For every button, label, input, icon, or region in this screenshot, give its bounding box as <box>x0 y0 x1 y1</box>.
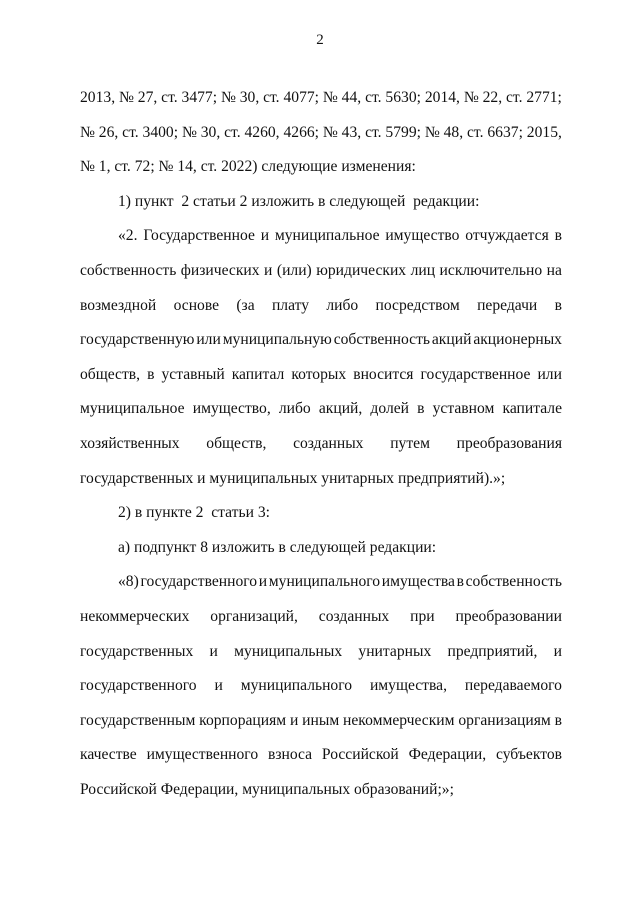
word: акций, <box>318 400 363 418</box>
word: ст. <box>161 89 178 106</box>
word: некоммерческим <box>343 711 455 729</box>
word: 2014, <box>424 89 460 106</box>
word: государственного <box>140 573 258 591</box>
word: которых <box>291 365 347 383</box>
word: 2015, <box>526 123 562 141</box>
word: № <box>424 123 440 141</box>
word: 3400; <box>142 123 179 141</box>
text-line <box>80 81 562 116</box>
word: Федерации, <box>408 746 487 764</box>
word: № <box>322 89 338 106</box>
word: 4266; <box>283 123 319 141</box>
word: либо <box>326 296 359 314</box>
word: № <box>463 89 479 106</box>
word: № <box>80 123 95 141</box>
word: основе <box>173 296 220 314</box>
word: имущественного <box>146 746 259 764</box>
word: в <box>417 400 425 418</box>
word: в <box>554 296 562 314</box>
word: на <box>546 261 562 279</box>
word: № <box>181 123 197 141</box>
word: 3477; <box>181 89 218 106</box>
word: Российской <box>321 746 399 764</box>
word: ст. <box>506 89 523 106</box>
word: ст. <box>122 123 139 141</box>
word: в <box>554 711 562 729</box>
word: 4260, <box>244 123 280 141</box>
word: субъектов <box>496 746 562 764</box>
word: Государственное <box>143 227 255 245</box>
word: физических <box>180 261 260 279</box>
word: капитал <box>231 365 285 383</box>
word: 48, <box>443 123 464 141</box>
word: капитале <box>502 400 562 418</box>
word: посредством <box>375 296 460 314</box>
text-line <box>80 704 562 739</box>
word: 43, <box>341 123 362 141</box>
word: обществ, <box>80 365 141 383</box>
word: муниципальное <box>80 400 185 418</box>
word: предприятий, <box>447 642 538 660</box>
word: ст. <box>365 123 382 141</box>
text-line: Российской Федерации, муниципальных образований;»; <box>80 780 454 798</box>
word: созданных <box>318 607 390 625</box>
word: качестве <box>80 746 137 764</box>
text-line <box>80 600 562 635</box>
word: путем <box>390 434 430 452</box>
word: муниципальных <box>234 642 343 660</box>
word: муниципальное <box>274 227 380 245</box>
page-number: 2 <box>316 32 324 48</box>
word: 30, <box>200 123 221 141</box>
word: муниципального <box>268 573 381 591</box>
word: «8) <box>118 573 139 591</box>
word: передачи <box>477 296 538 314</box>
word: муниципальную <box>222 331 332 349</box>
word: корпорациям <box>199 711 287 729</box>
word: государственного <box>80 677 197 695</box>
word: юридических <box>316 261 407 279</box>
word: № <box>220 89 236 106</box>
word: государственную <box>80 331 195 349</box>
text-line <box>80 635 562 670</box>
word: хозяйственных <box>80 434 180 452</box>
word: акционерных <box>473 331 562 349</box>
word: имущество <box>385 227 460 245</box>
text-line <box>80 358 562 393</box>
word: государственным <box>80 711 196 729</box>
text-line: 2) в пункте 2 статьи 3: <box>118 504 270 522</box>
word: 5799; <box>385 123 421 141</box>
word: ст. <box>263 89 280 106</box>
text-line <box>80 427 562 462</box>
word: долей <box>370 400 409 418</box>
word: 26, <box>98 123 119 141</box>
word: 6637; <box>487 123 523 141</box>
word: 2771; <box>526 89 562 106</box>
word: иным <box>302 711 340 729</box>
word: созданных <box>293 434 364 452</box>
text-line <box>80 669 562 704</box>
word: 2013, <box>80 89 116 106</box>
word: собственность <box>80 261 177 279</box>
word: отчуждается <box>465 227 549 245</box>
word: возмездной <box>80 296 157 314</box>
word: акций <box>431 331 472 349</box>
word: уставный <box>161 365 225 383</box>
word: и <box>264 261 273 279</box>
text-line <box>80 116 562 151</box>
word: и <box>214 677 223 695</box>
word: исключительно <box>439 261 543 279</box>
word: и <box>260 227 270 245</box>
word: (или) <box>276 261 312 279</box>
word: 22, <box>482 89 503 106</box>
word: ст. <box>467 123 484 141</box>
text-line <box>80 392 562 427</box>
word: (за <box>236 296 255 314</box>
word: 30, <box>239 89 260 106</box>
word: некоммерческих <box>80 607 190 625</box>
word: и <box>553 642 562 660</box>
word: лиц <box>410 261 436 279</box>
word: преобразования <box>456 434 562 452</box>
text-line <box>80 565 562 600</box>
word: в <box>147 365 155 383</box>
text-line: государственных и муниципальных унитарных предприятий).»; <box>80 469 506 487</box>
text-line: № 1, ст. 72; № 14, ст. 2022) следующие изменения: <box>80 158 416 176</box>
word: или <box>537 365 562 383</box>
text-line: 1) пункт 2 статьи 2 изложить в следующей редакции: <box>118 192 480 210</box>
word: 44, <box>341 89 362 106</box>
word: в <box>456 573 464 591</box>
word: 4077; <box>283 89 319 106</box>
word: унитарных <box>358 642 432 660</box>
word: имущества <box>381 573 455 591</box>
text-line <box>80 738 562 773</box>
word: 27, <box>137 89 158 106</box>
word: государственных <box>80 642 194 660</box>
word: имущество, <box>192 400 271 418</box>
text-line <box>80 254 562 289</box>
document-body <box>80 81 562 807</box>
word: уставном <box>432 400 495 418</box>
word: 5630; <box>385 89 421 106</box>
word: «2. <box>118 227 138 245</box>
word: и <box>209 642 218 660</box>
word: при <box>410 607 435 625</box>
word: преобразовании <box>455 607 562 625</box>
text-line <box>80 289 562 324</box>
word: собственность <box>465 573 562 591</box>
word: взноса <box>267 746 313 764</box>
word: ст. <box>365 89 382 106</box>
word: № <box>322 123 338 141</box>
word: № <box>118 89 134 106</box>
word: муниципального <box>240 677 353 695</box>
text-line: а) подпункт 8 изложить в следующей редакции: <box>118 538 437 556</box>
word: плату <box>271 296 310 314</box>
word: в <box>554 227 562 245</box>
text-line <box>80 219 562 254</box>
word: вносится <box>353 365 414 383</box>
word: или <box>196 331 221 349</box>
word: обществ, <box>206 434 267 452</box>
word: государственное <box>420 365 531 383</box>
word: передаваемого <box>464 677 562 695</box>
word: собственность <box>333 331 431 349</box>
word: организациям <box>458 711 551 729</box>
word: организаций, <box>210 607 298 625</box>
word: либо <box>278 400 311 418</box>
word: и <box>258 573 268 591</box>
word: ст. <box>224 123 241 141</box>
word: и <box>289 711 299 729</box>
text-line <box>80 323 562 358</box>
word: имущества, <box>369 677 447 695</box>
